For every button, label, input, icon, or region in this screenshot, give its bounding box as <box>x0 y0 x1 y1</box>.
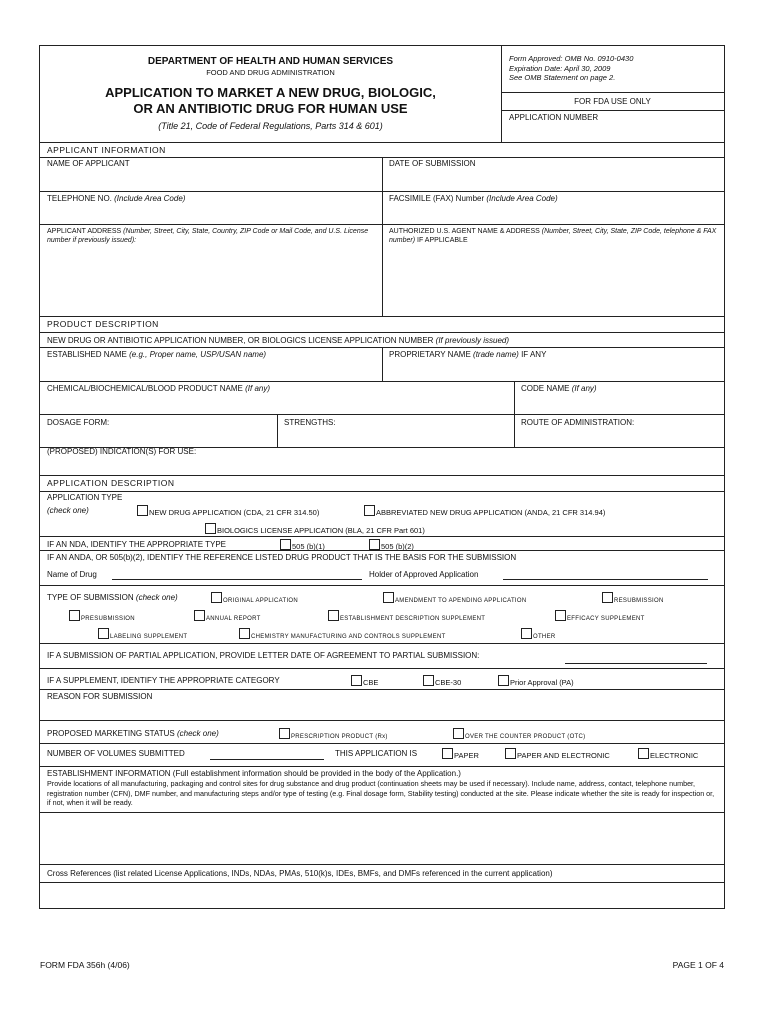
application-type-label: APPLICATION TYPE <box>47 493 123 502</box>
original-application-box[interactable] <box>211 592 222 603</box>
fax-label-text: FACSIMILE (FAX) Number <box>389 194 485 203</box>
paper-box[interactable] <box>442 748 453 759</box>
telephone-label-text: TELEPHONE NO. <box>47 194 112 203</box>
new-drug-application-box[interactable] <box>137 505 148 516</box>
biologics-license-label: BIOLOGICS LICENSE APPLICATION (BLA, 21 CFR Part 601) <box>217 526 425 535</box>
proprietary-name-label <box>389 350 546 360</box>
marketing-status-check-one: (check one) <box>176 729 219 738</box>
chemical-name-label-text: CHEMICAL/BIOCHEMICAL/BLOOD PRODUCT NAME <box>47 384 243 393</box>
route-field[interactable] <box>516 429 724 445</box>
prior-approval-label: Prior Approval (PA) <box>510 678 574 687</box>
cbe30-box[interactable] <box>423 675 434 686</box>
application-type-check-one: (check one) <box>47 506 89 515</box>
dosage-form-field[interactable] <box>41 429 275 445</box>
omb-statement <box>509 54 633 83</box>
name-of-drug-field[interactable] <box>112 579 362 580</box>
proprietary-name-field[interactable] <box>384 361 724 379</box>
resubmission-label: RESUBMISSION <box>614 598 664 604</box>
department-name: DEPARTMENT OF HEALTH AND HUMAN SERVICES <box>147 56 394 67</box>
indications-label: (PROPOSED) INDICATION(S) FOR USE: <box>47 447 197 456</box>
paper-electronic-box[interactable] <box>505 748 516 759</box>
established-name-label-text: ESTABLISHED NAME <box>47 350 127 359</box>
biologics-license-box[interactable] <box>205 523 216 534</box>
telephone-label <box>47 194 185 204</box>
submission-type-label-text: TYPE OF SUBMISSION <box>47 593 134 602</box>
establishment-supplement-box[interactable] <box>328 610 339 621</box>
505b1-box[interactable] <box>280 539 291 550</box>
cross-references-field[interactable] <box>41 883 724 907</box>
fda-form-356h <box>39 45 725 909</box>
applicant-address-field[interactable] <box>41 248 381 314</box>
establishment-supplement-label: ESTABLISHMENT DESCRIPTION SUPPLEMENT <box>340 616 486 622</box>
establishment-field[interactable] <box>41 813 724 863</box>
us-agent-label-text: AUTHORIZED U.S. AGENT NAME & ADDRESS <box>389 228 540 235</box>
cmc-supplement-box[interactable] <box>239 628 250 639</box>
cmc-supplement-checkbox[interactable] <box>239 628 446 642</box>
form-title-line2: OR AN ANTIBIOTIC DRUG FOR HUMAN USE <box>133 101 408 116</box>
applicant-section-title: APPLICANT INFORMATION <box>47 145 166 155</box>
name-of-applicant-label: NAME OF APPLICANT <box>47 159 130 168</box>
applicant-address-label <box>47 227 372 245</box>
us-agent-field[interactable] <box>384 248 724 314</box>
prescription-label: PRESCRIPTION PRODUCT (Rx) <box>291 734 388 740</box>
cbe-label: CBE <box>363 678 379 687</box>
submission-type-label <box>47 593 178 603</box>
cbe-box[interactable] <box>351 675 362 686</box>
annual-report-checkbox[interactable] <box>194 610 261 624</box>
page-number: PAGE 1 OF 4 <box>672 960 724 970</box>
original-application-checkbox[interactable] <box>211 592 298 606</box>
abbreviated-application-label: ABBREVIATED NEW DRUG APPLICATION (ANDA, 21 CFR 314.94) <box>376 508 606 517</box>
proprietary-name-hint: (trade name) <box>473 350 519 359</box>
dosage-form-label: DOSAGE FORM: <box>47 418 110 427</box>
amendment-box[interactable] <box>383 592 394 603</box>
electronic-checkbox[interactable] <box>638 748 698 761</box>
establishment-supplement-checkbox[interactable] <box>328 610 485 624</box>
presubmission-label: PRESUBMISSION <box>81 616 135 622</box>
telephone-field[interactable] <box>41 205 381 223</box>
marketing-status-label <box>47 729 219 739</box>
applicant-address-label-text: APPLICANT ADDRESS <box>47 228 122 235</box>
fax-hint: (Include Area Code) <box>486 194 558 203</box>
resubmission-box[interactable] <box>602 592 613 603</box>
cbe30-checkbox[interactable] <box>423 675 461 688</box>
established-name-field[interactable] <box>41 361 381 379</box>
established-name-hint: (e.g., Proper name, USP/USAN name) <box>129 350 267 359</box>
omb-statement-ref: See OMB Statement on page 2. <box>509 73 616 82</box>
original-application-label: ORIGINAL APPLICATION <box>223 598 299 604</box>
cmc-supplement-label: CHEMISTRY MANUFACTURING AND CONTROLS SUPPLEMENT <box>251 634 446 640</box>
proprietary-name-tail: IF ANY <box>521 350 547 359</box>
partial-submission-label: IF A SUBMISSION OF PARTIAL APPLICATION, PROVIDE LETTER DATE OF AGREEMENT TO PARTIAL SUBMISSION: <box>47 651 480 660</box>
abbreviated-application-box[interactable] <box>364 505 375 516</box>
applicant-address-hint: (Number, Street, City, State, Country, ZIP Code or Mail Code, and U.S. License number if previously issued): <box>47 228 369 244</box>
fax-label <box>389 194 558 204</box>
omb-number: Form Approved: OMB No. 0910-0430 <box>509 54 634 63</box>
volumes-label: NUMBER OF VOLUMES SUBMITTED <box>47 749 185 758</box>
anda-reference-label: IF AN ANDA, OR 505(b)(2), IDENTIFY THE REFERENCE LISTED DRUG PRODUCT THAT IS THE BASIS FOR THE SUBMISSION <box>47 553 517 562</box>
labeling-supplement-checkbox[interactable] <box>98 628 187 642</box>
code-name-label-text: CODE NAME <box>521 384 570 393</box>
505b1-label: 505 (b)(1) <box>292 542 325 551</box>
505b2-box[interactable] <box>369 539 380 550</box>
name-of-applicant-field[interactable] <box>41 170 381 190</box>
volumes-field[interactable] <box>210 759 324 760</box>
efficacy-supplement-box[interactable] <box>555 610 566 621</box>
resubmission-checkbox[interactable] <box>602 592 664 606</box>
expiration-date: Expiration Date: April 30, 2009 <box>509 63 611 73</box>
established-name-label <box>47 350 266 360</box>
fax-field[interactable] <box>384 205 724 223</box>
efficacy-supplement-label: EFFICACY SUPPLEMENT <box>567 616 645 622</box>
other-checkbox[interactable] <box>521 628 556 642</box>
presubmission-box[interactable] <box>69 610 80 621</box>
electronic-label: ELECTRONIC <box>650 751 699 760</box>
cbe30-label: CBE-30 <box>435 678 462 687</box>
holder-field[interactable] <box>503 579 708 580</box>
reason-label: REASON FOR SUBMISSION <box>47 692 153 701</box>
proprietary-name-label-text: PROPRIETARY NAME <box>389 350 471 359</box>
prescription-box[interactable] <box>279 728 290 739</box>
submission-type-check-one: (check one) <box>135 593 178 602</box>
paper-checkbox[interactable] <box>442 748 479 761</box>
form-id: FORM FDA 356h (4/06) <box>40 960 130 970</box>
establishment-label: ESTABLISHMENT INFORMATION (Full establishment information should be provided in the body of the Application.) <box>47 769 461 778</box>
cross-references-label: Cross References (list related License Applications, INDs, NDAs, PMAs, 510(k)s, IDEs, BMFs, and DMFs referenced in the current application) <box>47 869 553 878</box>
supplement-category-label: IF A SUPPLEMENT, IDENTIFY THE APPROPRIATE CATEGORY <box>47 676 280 685</box>
nda-number-label-text: NEW DRUG OR ANTIBIOTIC APPLICATION NUMBER, OR BIOLOGICS LICENSE APPLICATION NUMBER <box>47 336 434 345</box>
date-of-submission-field[interactable] <box>384 170 724 190</box>
date-of-submission-label: DATE OF SUBMISSION <box>389 159 476 168</box>
agency-name: FOOD AND DRUG ADMINISTRATION <box>206 68 335 77</box>
application-section-title: APPLICATION DESCRIPTION <box>47 478 175 488</box>
code-name-field[interactable] <box>516 395 724 413</box>
indications-field[interactable] <box>41 458 724 474</box>
new-drug-application-checkbox[interactable] <box>137 505 319 518</box>
code-name-label <box>521 384 597 394</box>
paper-electronic-label: PAPER AND ELECTRONIC <box>517 751 610 760</box>
us-agent-tail: IF APPLICABLE <box>417 237 468 244</box>
name-of-drug-label: Name of Drug <box>47 570 97 579</box>
prescription-checkbox[interactable] <box>279 728 388 742</box>
strengths-label: STRENGTHS: <box>284 418 336 427</box>
amendment-checkbox[interactable] <box>383 592 526 606</box>
prior-approval-box[interactable] <box>498 675 509 686</box>
cbe-checkbox[interactable] <box>351 675 378 688</box>
amendment-label: AMENDMENT TO APENDING APPLICATION <box>395 598 527 604</box>
new-drug-application-label: NEW DRUG APPLICATION (CDA, 21 CFR 314.50) <box>149 508 320 517</box>
electronic-box[interactable] <box>638 748 649 759</box>
labeling-supplement-box[interactable] <box>98 628 109 639</box>
us-agent-hint: (Number, Street, City, State, ZIP Code, telephone & FAX number) <box>389 228 717 244</box>
this-application-is-label: THIS APPLICATION IS <box>335 749 418 758</box>
prior-approval-checkbox[interactable] <box>498 675 574 688</box>
biologics-license-checkbox[interactable] <box>205 523 425 536</box>
505b2-label: 505 (b)(2) <box>381 542 414 551</box>
efficacy-supplement-checkbox[interactable] <box>555 610 645 624</box>
form-title-line1: APPLICATION TO MARKET A NEW DRUG, BIOLOGIC, <box>105 85 436 100</box>
presubmission-checkbox[interactable] <box>69 610 135 624</box>
strengths-field[interactable] <box>279 429 512 445</box>
other-box[interactable] <box>521 628 532 639</box>
nda-number-hint: (If previously issued) <box>435 336 510 345</box>
application-number-label: APPLICATION NUMBER <box>509 113 599 122</box>
chemical-name-hint: (If any) <box>245 384 271 393</box>
code-name-hint: (If any) <box>571 384 597 393</box>
holder-label: Holder of Approved Application <box>369 570 479 579</box>
otc-label: OVER THE COUNTER PRODUCT (OTC) <box>465 734 586 740</box>
form-header <box>40 46 501 142</box>
product-section-title: PRODUCT DESCRIPTION <box>47 319 159 329</box>
otc-checkbox[interactable] <box>453 728 585 742</box>
chemical-name-label <box>47 384 270 394</box>
paper-electronic-checkbox[interactable] <box>505 748 610 761</box>
us-agent-label <box>389 227 719 245</box>
labeling-supplement-label: LABELING SUPPLEMENT <box>110 634 188 640</box>
form-subtitle: (Title 21, Code of Federal Regulations, Parts 314 & 601) <box>158 121 383 131</box>
route-label: ROUTE OF ADMINISTRATION: <box>521 418 635 427</box>
otc-box[interactable] <box>453 728 464 739</box>
telephone-hint: (Include Area Code) <box>114 194 186 203</box>
fda-use-only: FOR FDA USE ONLY <box>574 97 651 106</box>
nda-identify-label: IF AN NDA, IDENTIFY THE APPROPRIATE TYPE <box>47 540 227 549</box>
abbreviated-application-checkbox[interactable] <box>364 505 605 518</box>
partial-submission-date-field[interactable] <box>565 663 707 664</box>
annual-report-label: ANNUAL REPORT <box>206 616 261 622</box>
establishment-instructions: Provide locations of all manufacturing, packaging and control sites for drug substance and drug product (continuation sheets may be used if necessary). Include name, address, contact, telephone number, registration number (CFN), DMF number, and manufacturing steps and/or type of testing (e.g. Final dosage form, Stability testing) conducted at the site. Please indicate whether the site is ready for inspection or, if not, when it will be ready. <box>47 779 715 807</box>
paper-label: PAPER <box>454 751 479 760</box>
nda-number-label <box>47 336 509 346</box>
annual-report-box[interactable] <box>194 610 205 621</box>
other-label: OTHER <box>533 634 556 640</box>
marketing-status-label-text: PROPOSED MARKETING STATUS <box>47 729 175 738</box>
reason-field[interactable] <box>41 703 724 719</box>
chemical-name-field[interactable] <box>41 395 512 413</box>
